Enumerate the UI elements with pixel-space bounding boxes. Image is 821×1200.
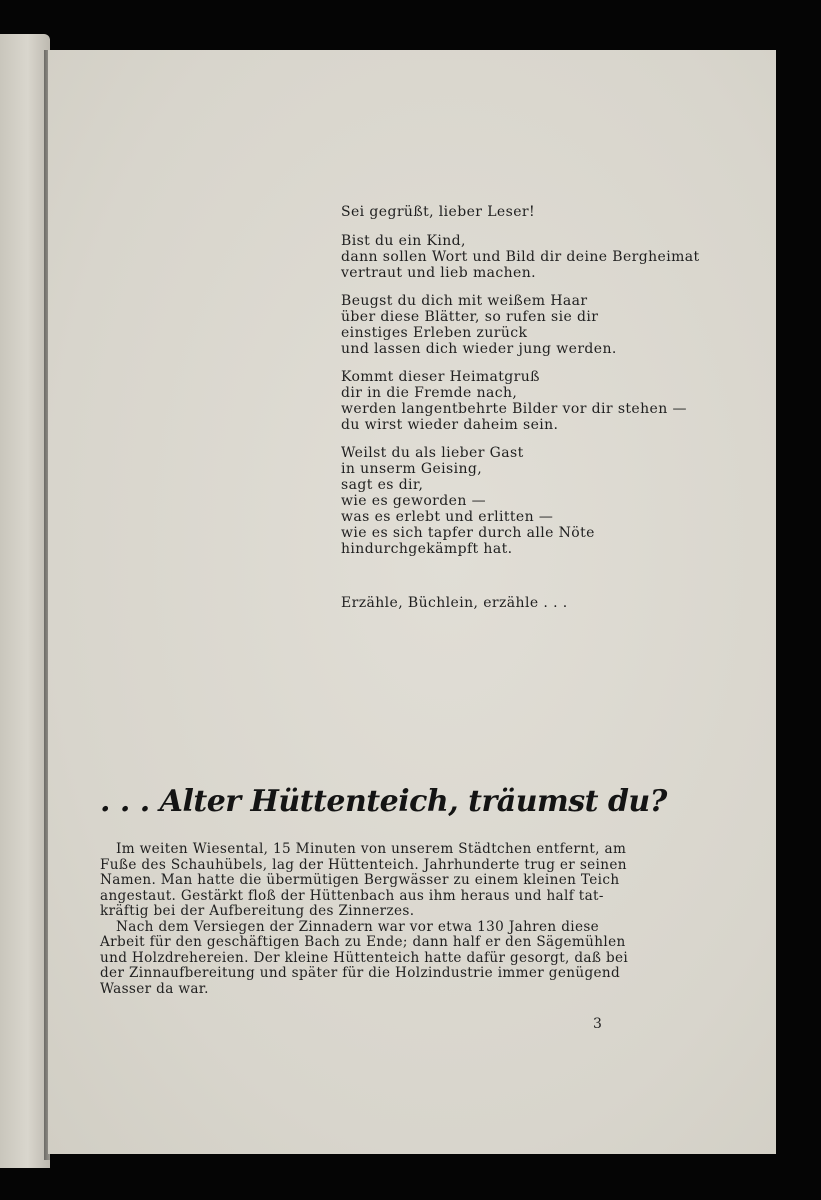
- poem-greeting: Sei gegrüßt, lieber Leser!: [341, 204, 535, 220]
- book-page: [48, 50, 776, 1154]
- poem-stanza-2: [341, 293, 751, 357]
- poem-line: wie es geworden —: [341, 493, 486, 509]
- dedication-poem: [341, 204, 751, 611]
- paragraph-line: angestaut. Gestärkt floß der Hüttenbach aus ihm heraus und half tat-: [100, 887, 604, 904]
- poem-line: Weilst du als lieber Gast: [341, 445, 524, 461]
- poem-line: und lassen dich wieder jung werden.: [341, 341, 617, 357]
- paragraph-line: Namen. Man hatte die übermütigen Bergwässer zu einem kleinen Teich: [100, 872, 620, 888]
- poem-line: einstiges Erleben zurück: [341, 325, 528, 341]
- poem-line: dir in die Fremde nach,: [341, 385, 518, 401]
- poem-stanza-1: [341, 233, 751, 281]
- poem-line: werden langentbehrte Bilder vor dir stehen —: [341, 401, 687, 417]
- paragraph-line: und Holzdrehereien. Der kleine Hüttenteich hatte dafür gesorgt, daß bei: [100, 949, 629, 966]
- poem-stanza-4: [341, 445, 751, 557]
- poem-line: in unserm Geising,: [341, 461, 483, 477]
- paragraph-line: Nach dem Versiegen der Zinnadern war vor etwa 130 Jahren diese: [116, 918, 600, 935]
- poem-line: Kommt dieser Heimatgruß: [341, 369, 540, 385]
- poem-line: dann sollen Wort und Bild dir deine Bergheimat: [341, 249, 700, 265]
- poem-line: vertraut und lieb machen.: [341, 265, 536, 281]
- paragraph-1: [100, 842, 680, 920]
- poem-line: du wirst wieder daheim sein.: [341, 417, 559, 433]
- paragraph-line: Im weiten Wiesental, 15 Minuten von unserem Städtchen entfernt, am: [116, 841, 627, 857]
- poem-closing: Erzähle, Büchlein, erzähle . . .: [341, 595, 568, 611]
- poem-line: sagt es dir,: [341, 477, 424, 493]
- poem-line: was es erlebt und erlitten —: [341, 509, 554, 525]
- poem-line: Beugst du dich mit weißem Haar: [341, 293, 588, 309]
- paragraph-line: Wasser da war.: [100, 980, 209, 997]
- poem-line: wie es sich tapfer durch alle Nöte: [341, 525, 595, 541]
- page-number: 3: [593, 1016, 602, 1032]
- paragraph-line: der Zinnaufbereitung und später für die Holzindustrie immer genügend: [100, 965, 621, 981]
- left-page-edge: [0, 34, 50, 1168]
- poem-line: Bist du ein Kind,: [341, 233, 466, 249]
- paragraph-line: Fuße des Schauhübels, lag der Hüttenteich. Jahrhunderte trug er seinen: [100, 856, 627, 873]
- poem-line: über diese Blätter, so rufen sie dir: [341, 309, 599, 325]
- poem-stanza-3: [341, 369, 751, 433]
- section-body: [100, 842, 680, 997]
- poem-line: hindurchgekämpft hat.: [341, 541, 513, 557]
- paragraph-2: [100, 920, 680, 998]
- paragraph-line: kräftig bei der Aufbereitung des Zinnerzes.: [100, 903, 415, 919]
- paragraph-line: Arbeit für den geschäftigen Bach zu Ende; dann half er den Sägemühlen: [100, 934, 626, 950]
- section-heading: . . . Alter Hüttenteich, träumst du?: [100, 784, 667, 819]
